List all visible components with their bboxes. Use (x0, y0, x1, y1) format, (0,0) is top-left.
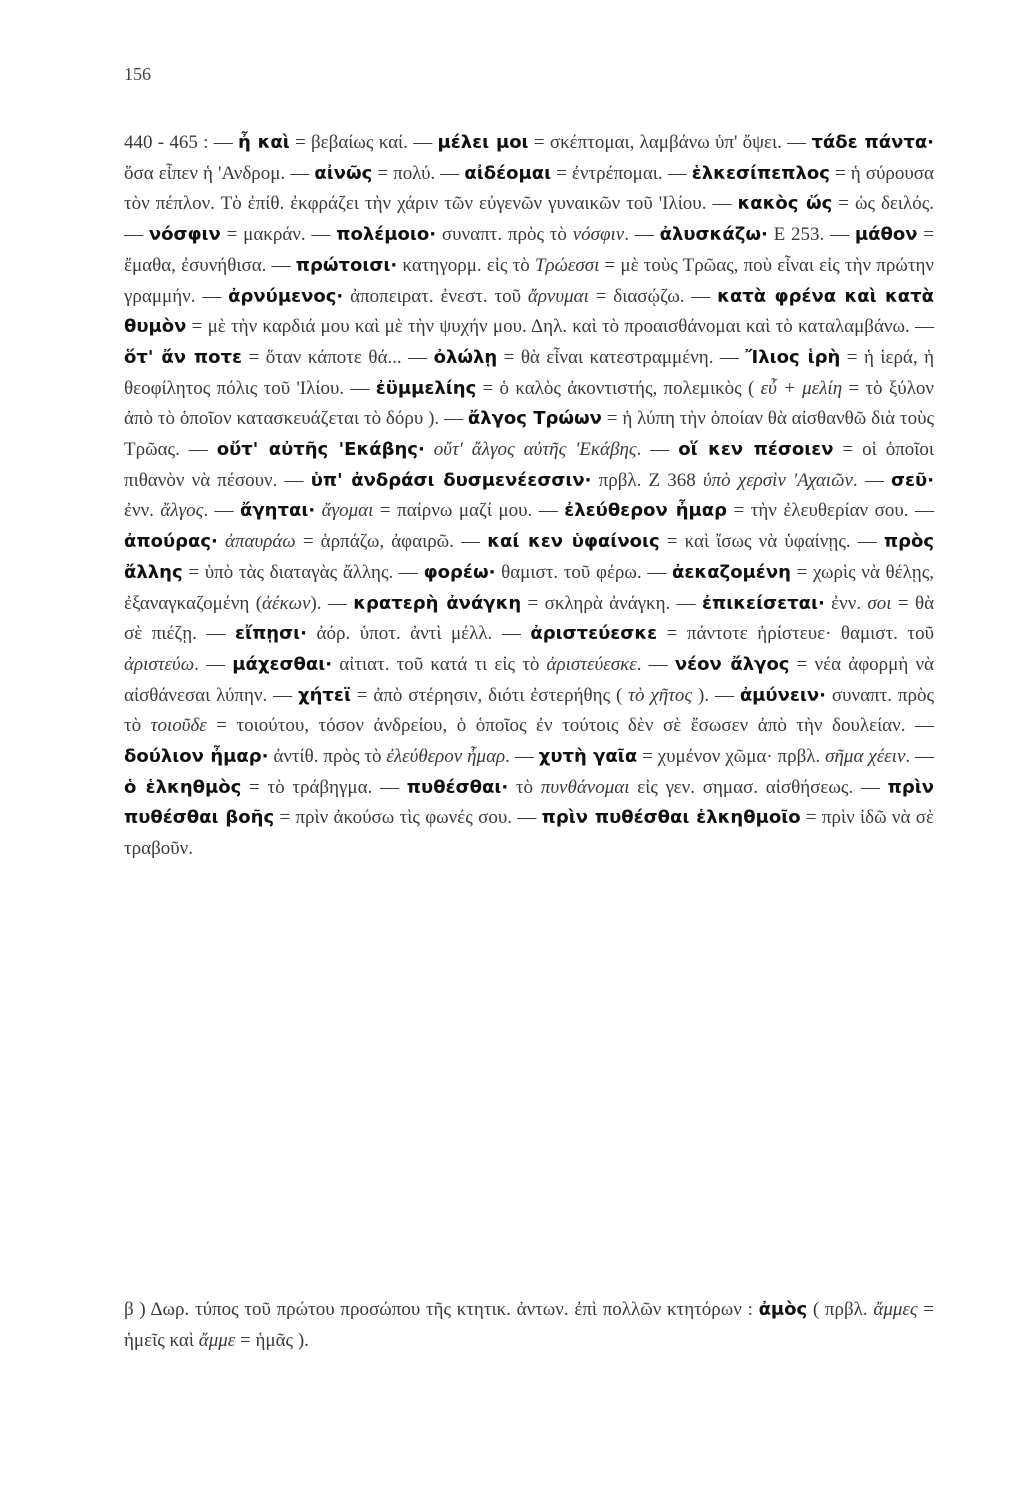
lemma: ἀμύνειν· (739, 684, 826, 706)
gloss-text: = ὅταν κάποτε θά... — (242, 346, 434, 368)
gloss-text: = τὸ τράβηγμα. — (241, 776, 407, 798)
cited-form: ἄμμες (873, 1299, 918, 1320)
lemma: φορέω· (423, 561, 496, 583)
gloss-text: . — (905, 746, 935, 768)
commentary-paragraph (124, 128, 934, 865)
lemma: πρώτοισι· (295, 254, 398, 276)
lemma: μάχεσθαι· (232, 653, 333, 675)
gloss-text (425, 439, 434, 460)
line-range: 440 - 465 : (124, 132, 209, 153)
cited-form: ἄρνυμαι (527, 285, 589, 307)
lemma: ὁ ἑλκηθμὸς (124, 776, 242, 798)
gloss-text (218, 531, 225, 552)
gloss-text: = πολύ. — (372, 162, 465, 184)
gloss-text: = ὁ καλὸς ἀκοντιστής, πολεμικὸς ( (476, 377, 761, 399)
cited-form: ἄλγος (160, 500, 204, 522)
gloss-text: = ἐντρέπομαι. — (551, 162, 692, 184)
lemma: καί κεν ὑφαίνοις (487, 531, 660, 553)
gloss-text: . — (194, 653, 233, 675)
cited-form: ἄμμε (198, 1329, 236, 1351)
gloss-text: = ἡμᾶς ). (235, 1329, 309, 1351)
gloss-text: = θὰ εἶναι κατεστραμμένη. — (497, 346, 746, 368)
gloss-text: ( πρβλ. (807, 1299, 874, 1320)
lemma: πρὶν πυθέσθαι ἑλκηθμοῖο (541, 807, 801, 829)
gloss-text: = ἡ σύρουσα τὸν πέπλον. Τὸ ἐπίθ. ἐκφράζει τὴν χάριν τῶν εὐγενῶν γυναικῶν τοῦ 'Ιλίου. — (124, 162, 934, 215)
gloss-text: . — (852, 469, 891, 491)
gloss-text: κατηγορμ. εἰς τὸ (397, 254, 535, 276)
lemma: ἄλγος Τρώων (467, 408, 602, 430)
lemma: αἰδέομαι (464, 162, 552, 184)
gloss-text: ἐνν. (824, 592, 868, 614)
gloss-text: = μακράν. — (220, 224, 337, 246)
gloss-text: ). — (310, 592, 354, 614)
gloss-text: . — (636, 653, 675, 675)
gloss-text: = τὸ ξύλον ἀπὸ τὸ ὁποῖον κατασκευάζεται τὸ δόρυ ). — (124, 377, 935, 430)
cited-form: εὖ + μελίη (760, 377, 843, 399)
gloss-text: ). — (692, 684, 740, 706)
gloss-text: ἀποπειρατ. ἐνεστ. τοῦ (343, 285, 528, 307)
gloss-text: = μὲ τὴν καρδιά μου καὶ μὲ τὴν ψυχήν μου. Δηλ. καὶ τὸ προαισθάνομαι καὶ τὸ καταλαμβάνω. — (186, 316, 934, 338)
lemma: ὑπ' ἀνδράσι δυσμενέεσσιν· (310, 469, 592, 491)
gloss-text: = διασῴζω. — (588, 285, 718, 307)
gloss-text: ὅσα εἶπεν ἡ 'Ανδρομ. — (124, 162, 315, 184)
gloss-text: = νέα ἀφορμὴ νὰ αἰσθάνεσαι λύπην. — (124, 653, 934, 706)
cited-form: σῆμα χέειν (825, 746, 906, 768)
gloss-text: . — (636, 439, 679, 461)
commentary-text (124, 132, 934, 859)
gloss-text: = πάντοτε ἠρίστευε· θαμιστ. τοῦ (657, 623, 934, 645)
lemma: ὅτ' ἄν ποτε (124, 346, 243, 368)
lemma: χυτὴ γαῖα (538, 746, 638, 768)
lemma: μέλει μοι (437, 132, 529, 153)
lemma: ἀεκαζομένη (672, 561, 791, 583)
lemma: δούλιον ἦμαρ· (124, 746, 269, 768)
lemma: ἦ καὶ (237, 132, 290, 153)
gloss-text: = ὡς δειλός. — (124, 193, 935, 246)
lemma: νόσφιν (148, 224, 221, 246)
lemma: σεῦ· (891, 469, 935, 491)
lemma: ἐπικείσεται· (701, 592, 825, 614)
lemma: ὀλώλῃ (433, 346, 498, 368)
cited-form: ἀπαυράω (225, 531, 296, 553)
lemma: εἴπῃσι· (235, 623, 307, 645)
gloss-text: = χωρὶς νὰ θέλῃς, ἐξαναγκαζομένη ( (124, 561, 934, 614)
lemma: πρὸς ἄλλης (124, 531, 935, 583)
gloss-text: = ἀπὸ στέρησιν, διότι ἐστερήθης ( (350, 684, 629, 706)
gloss-text: = ἡ λύπη τὴν ὁποίαν θὰ αἰσθανθῶ διὰ τοὺς Τρῶας. — (124, 408, 934, 461)
gloss-text: = τὴν ἐλευθερίαν σου. — (727, 500, 935, 522)
gloss-text: εἰς γεν. σημασ. αἰσθήσεως. — (629, 776, 888, 798)
gloss-text: = ἁρπάζω, ἀφαιρῶ. — (295, 531, 488, 553)
gloss-text: = ὑπὸ τὰς διαταγὰς ἄλλης. — (182, 561, 424, 583)
lemma: ἀριστεύεσκε (530, 623, 658, 645)
lemma: ἀπούρας· (124, 531, 218, 553)
lemma: κακὸς ὥς (737, 193, 833, 215)
gloss-text: = παίρνω μαζί μου. — (373, 500, 565, 522)
gloss-text: = ἔμαθα, ἐσυνήθισα. — (124, 224, 935, 276)
cited-form: ἄγομαι (321, 500, 374, 522)
lemma: ἀμὸς (758, 1299, 808, 1320)
gloss-text: πρβλ. Ζ 368 (591, 469, 703, 491)
gloss-text: ἀντίθ. πρὸς τὸ (268, 746, 387, 768)
gloss-text: = ἡ ἱερά, ἡ θεοφίλητος πόλις τοῦ 'Ιλίου. — (124, 346, 935, 399)
gloss-text: αἰτιατ. τοῦ κατά τι εἰς τὸ (332, 653, 547, 675)
lemma: ἀρνύμενος· (228, 285, 344, 307)
cited-form: τοιοῦδε (150, 715, 207, 737)
gloss-text: = βεβαίως καί. — (289, 132, 438, 153)
footnote-beta (124, 1295, 934, 1356)
gloss-text: = ἡμεῖς καὶ (124, 1299, 935, 1351)
cited-form: πυνθάνομαι (540, 776, 630, 798)
cited-form: σοι (867, 592, 892, 614)
gloss-text: ἐνν. (124, 500, 161, 522)
lemma: αἰνῶς (314, 162, 373, 184)
lemma: κατὰ φρένα καὶ κατὰ θυμὸν (124, 285, 934, 338)
lemma: πολέμοιο· (336, 224, 437, 246)
cited-form: Τρώεσσι (534, 254, 600, 276)
gloss-text: = οἱ ὁποῖοι πιθανὸν νὰ πέσουν. — (124, 439, 935, 491)
lemma: ἐϋμμελίης (375, 377, 477, 399)
page-number: 156 (124, 64, 151, 84)
cited-form: ὑπὸ χερσὶν 'Αχαιῶν (702, 469, 853, 491)
gloss-text: = καὶ ἴσως νὰ ὑφαίνῃς. — (659, 531, 884, 553)
gloss-text: συναπτ. πρὸς τὸ (124, 684, 934, 737)
gloss-text: θαμιστ. τοῦ φέρω. — (495, 561, 673, 583)
lemma: οὔτ' αὐτῆς 'Εκάβης· (216, 439, 425, 461)
lemma: οἵ κεν πέσοιεν (678, 439, 834, 461)
gloss-text: = πρὶν ἀκούσω τὶς φωνές σου. — (274, 807, 542, 829)
cited-form: νόσφιν (572, 224, 625, 246)
cited-form: ἀριστεύεσκε (546, 653, 637, 675)
gloss-text: . — (505, 746, 539, 768)
gloss-text: συναπτ. πρὸς τὸ (436, 224, 573, 246)
lemma: κρατερὴ ἀνάγκη (353, 592, 522, 614)
lemma: ἑλκεσίπεπλος (691, 162, 830, 184)
lemma: πρὶν πυθέσθαι βοῆς (124, 776, 935, 829)
gloss-text: = χυμένον χῶμα· πρβλ. (637, 746, 826, 768)
lemma: ἄγηται· (240, 500, 316, 522)
gloss-text: = θὰ σὲ πιέζῃ. — (124, 592, 935, 645)
lemma: Ἴλιος ἱρὴ (745, 346, 841, 368)
gloss-text: . — (203, 500, 241, 522)
gloss-text: τὸ (508, 776, 541, 798)
gloss-text: = τοιούτου, τόσον ἀνδρείου, ὁ ὁποῖος ἐν τούτοις δὲν σὲ ἔσωσεν ἀπὸ τὴν δουλείαν. — (206, 715, 934, 737)
cited-form: ἐλεύθερον ἦμαρ (386, 746, 506, 768)
gloss-text: — (213, 132, 238, 153)
gloss-text: = μὲ τοὺς Τρῶας, ποὺ εἶναι εἰς τὴν πρώτην γραμμήν. — (124, 254, 935, 307)
gloss-text: . — (624, 224, 660, 246)
lemma: πυθέσθαι· (406, 776, 509, 798)
cited-form: τὸ χῆτος (628, 684, 693, 706)
lemma: νέον ἄλγος (674, 653, 790, 675)
gloss-text: = σκληρὰ ἀνάγκη. — (521, 592, 702, 614)
lemma: μάθον (854, 224, 918, 246)
cited-form: ἀέκων (262, 592, 311, 614)
cited-form: οὔτ' ἄλγος αὐτῆς 'Εκάβης (433, 439, 637, 461)
gloss-text: = πρὶν ἰδῶ νὰ σὲ τραβοῦν. (124, 807, 934, 860)
gloss-text: β ) Δωρ. τύπος τοῦ πρώτου προσώπου τῆς κτητικ. ἀντων. ἐπὶ πολλῶν κτητόρων : (124, 1299, 759, 1320)
gloss-text: = σκέπτομαι, λαμβάνω ὑπ' ὄψει. — (528, 132, 812, 153)
lemma: ἐλεύθερον ἦμαρ (564, 500, 728, 522)
gloss-text: ἀόρ. ὑποτ. ἀντὶ μέλλ. — (307, 623, 531, 645)
gloss-text: Ε 253. — (767, 224, 855, 246)
lemma: τάδε πάντα· (811, 132, 935, 153)
lemma: ἀλυσκάζω· (659, 224, 768, 246)
lemma: χήτεϊ (297, 684, 351, 706)
cited-form: ἀριστεύω (124, 653, 195, 675)
